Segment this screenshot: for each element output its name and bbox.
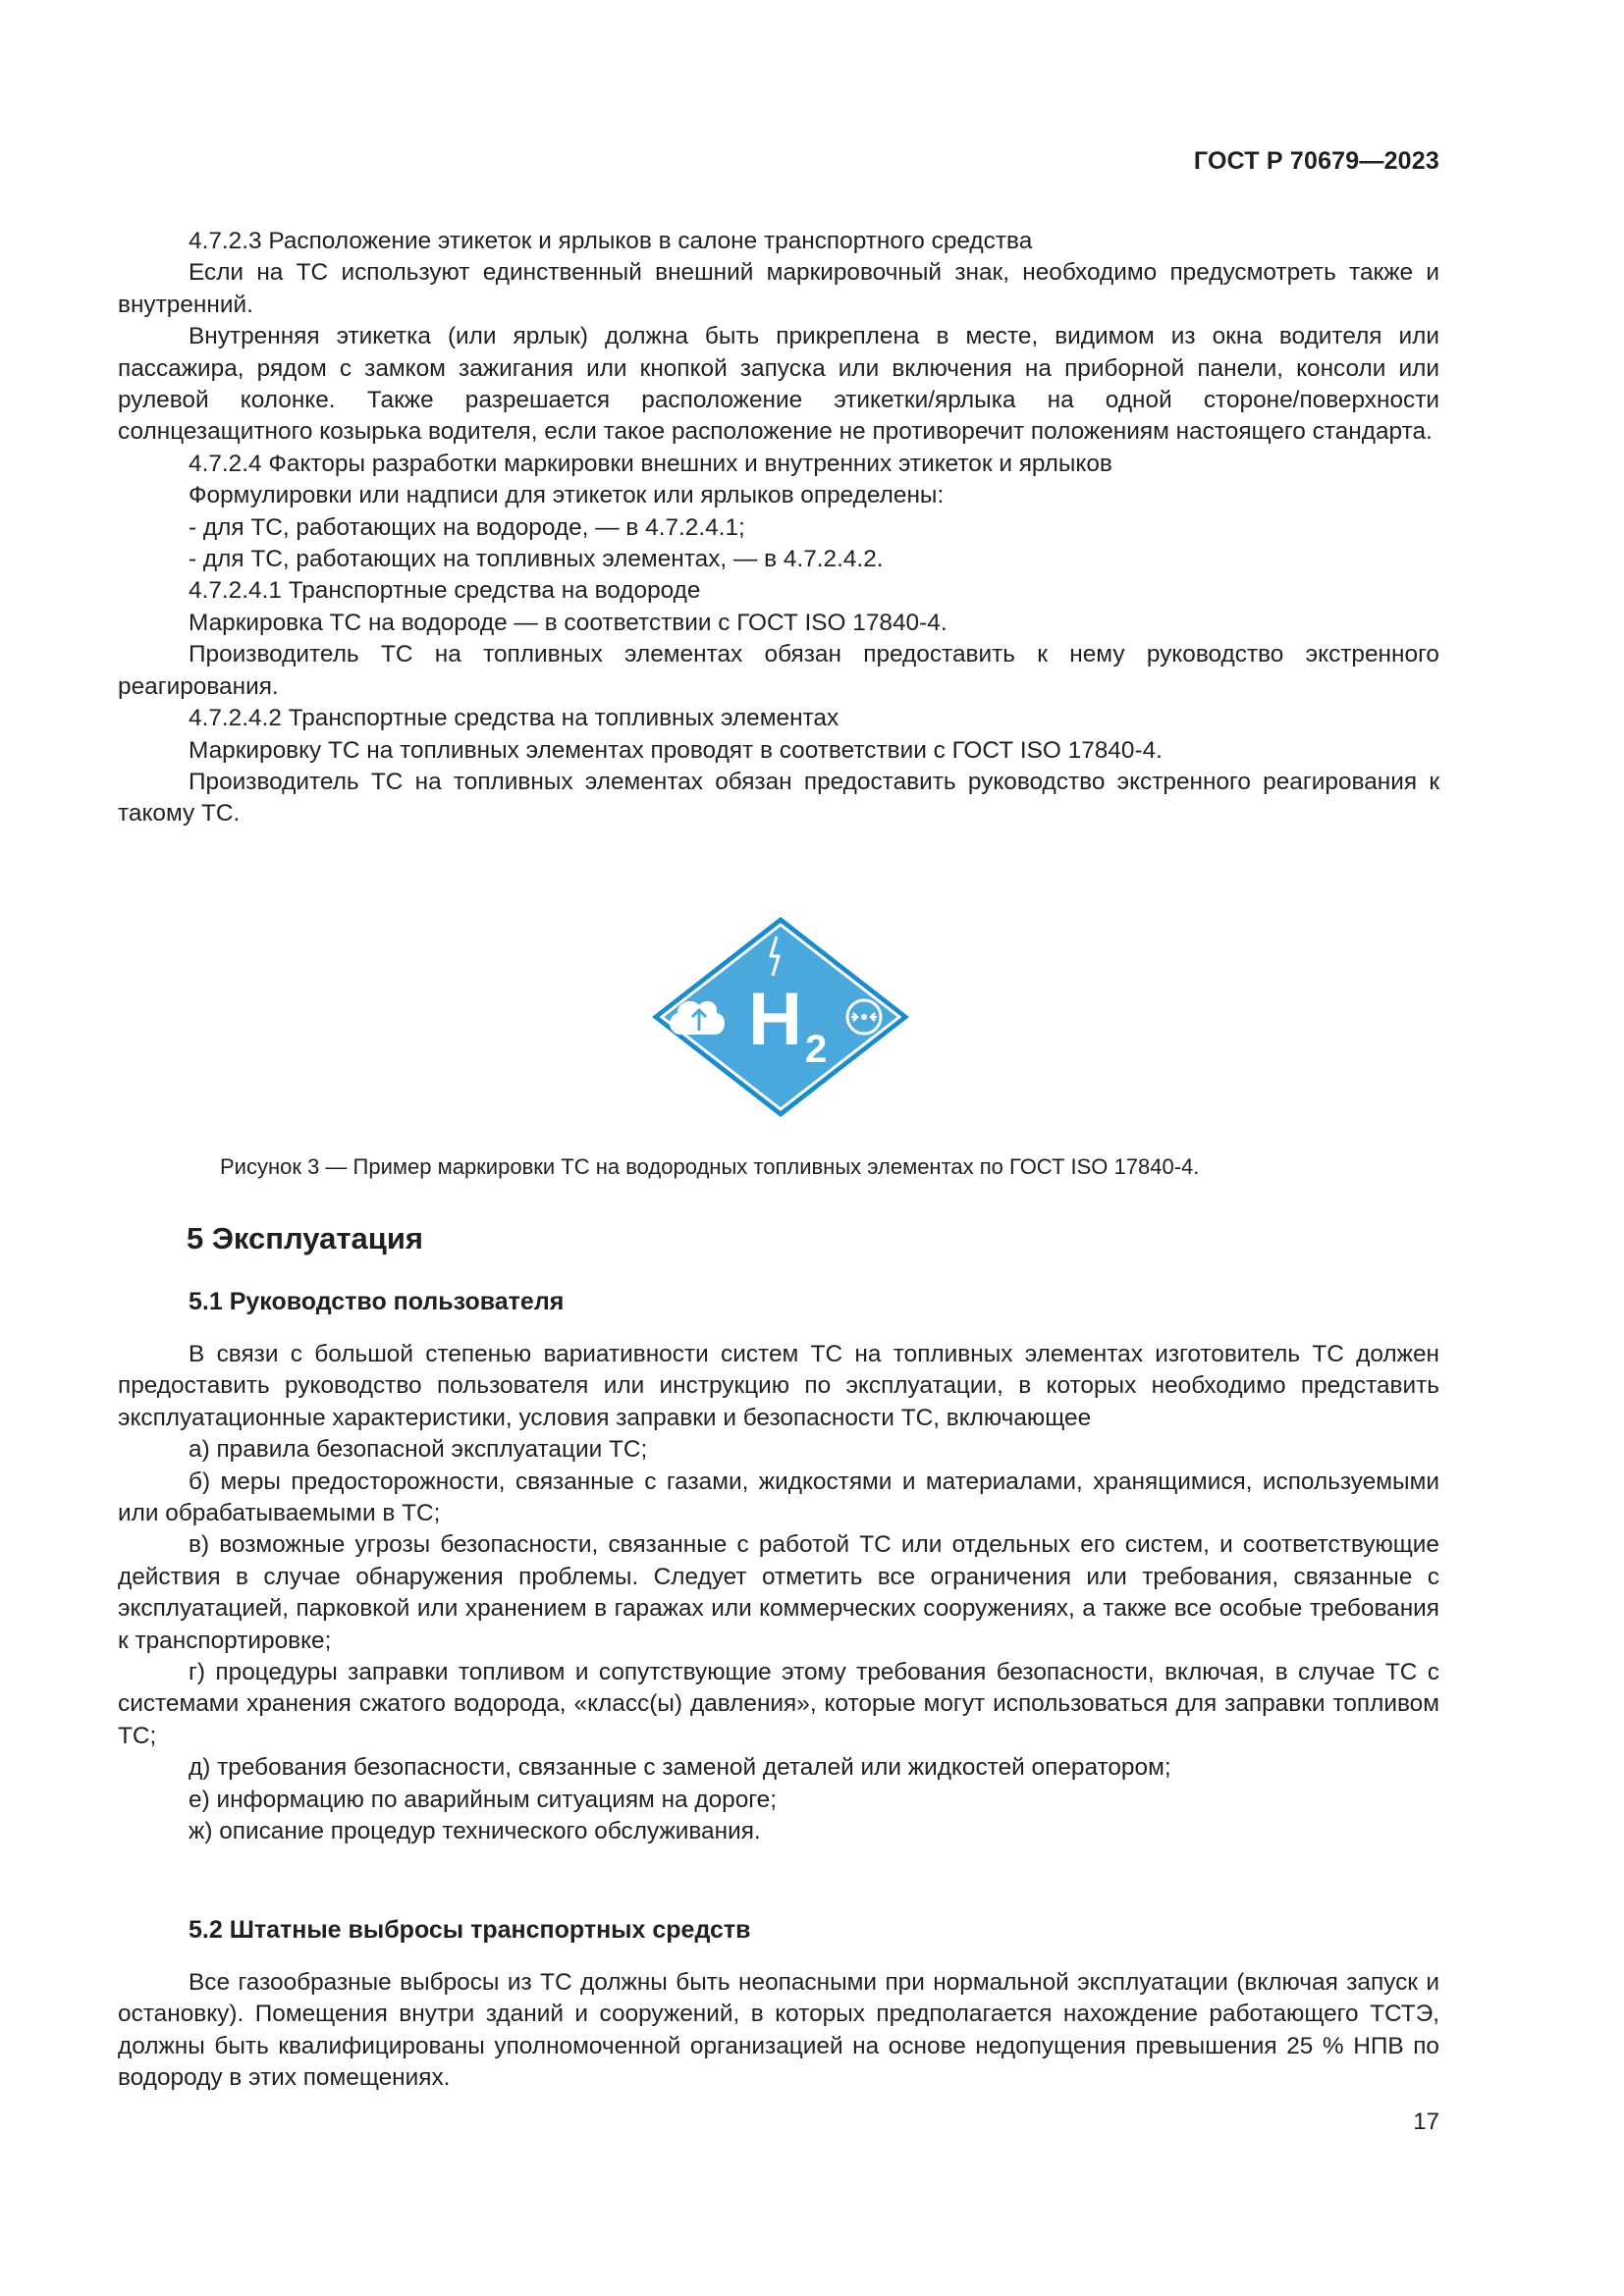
paragraph: Все газообразные выбросы из ТС должны быть неопасными при нормальной эксплуатации (включая запуск и остановку). Помещения внутри зданий и сооружений, в которых предполагается нахождение работающего ТСТЭ, должны быть квалифицированы уполномоченной организацией на основе недопущения превышения 25 % НПВ по водороду в этих помещениях. (118, 1969, 1439, 2092)
clause-4-7-2-4-1-heading: 4.7.2.4.1 Транспортные средства на водороде (189, 577, 701, 605)
paragraph: Формулировки или надписи для этикеток или ярлыков определены: (189, 482, 945, 509)
subsection-5-2-text (118, 1967, 1439, 2095)
gauge-center-dot (861, 1014, 867, 1020)
paragraph: В связи с большой степенью вариативности систем ТС на топливных элементах изготовитель ТС должен предоставить руководство пользователя или инструкцию по эксплуатации, в которых необходимо представить эксплуатационные характеристики, условия заправки и безопасности ТС, включающее (118, 1341, 1439, 1431)
h2-symbol-subscript: 2 (805, 1028, 828, 1071)
paragraph: Производитель ТС на топливных элементах обязан предоставить руководство экстренного реагирования к такому ТС. (118, 768, 1439, 828)
paragraph: Если на ТС используют единственный внешний маркировочный знак, необходимо предусмотреть также и внутренний. (118, 259, 1439, 318)
list-item: ж) описание процедур технического обслуживания. (189, 1818, 761, 1845)
clause-4-7-2-4-2-heading: 4.7.2.4.2 Транспортные средства на топливных элементах (189, 705, 839, 732)
list-item: а) правила безопасной эксплуатации ТС; (189, 1436, 648, 1464)
hydrogen-fuel-cell-label-icon (648, 915, 913, 1121)
figure-3 (0, 915, 1624, 1121)
clause-4-7-2-4-heading: 4.7.2.4 Факторы разработки маркировки внешних и внутренних этикеток и ярлыков (189, 450, 1112, 477)
list-item: д) требования безопасности, связанные с заменой деталей или жидкостей оператором; (189, 1754, 1171, 1782)
subsection-5-1-text (118, 1339, 1439, 1848)
document-code: ГОСТ Р 70679—2023 (1193, 147, 1439, 175)
h2-symbol-letter: H (748, 978, 802, 1061)
list-item: б) меры предосторожности, связанные с газами, жидкостями и материалами, хранящимися, используемыми или обрабатываемыми в ТС; (118, 1468, 1439, 1527)
section-5-title: 5 Эксплуатация (187, 1221, 423, 1255)
paragraph: Внутренняя этикетка (или ярлык) должна быть прикреплена в месте, видимом из окна водителя или пассажира, рядом с замком зажигания или кнопкой запуска или включения на приборной панели, консоли или рулевой колонке. Также разрешается расположение этикетки/ярлыка на одной стороне/поверхности солнцезащитного козырька водителя, если такое расположение не противоречит положениям настоящего стандарта. (118, 323, 1439, 446)
paragraph: Производитель ТС на топливных элементах обязан предоставить к нему руководство экстренного реагирования. (118, 641, 1439, 700)
list-item: - для ТС, работающих на топливных элементах, — в 4.7.2.4.2. (189, 546, 884, 573)
list-item: - для ТС, работающих на водороде, — в 4.7.2.4.1; (189, 513, 745, 541)
subsection-5-2-title: 5.2 Штатные выбросы транспортных средств (189, 1916, 751, 1944)
clause-4-7-2-3-heading: 4.7.2.3 Расположение этикеток и ярлыков в салоне транспортного средства (189, 228, 1033, 254)
list-item: г) процедуры заправки топливом и сопутствующие этому требования безопасности, включая, в случае ТС с системами хранения сжатого водорода, «класс(ы) давления», которые могут использоваться для заправки топливом ТС; (118, 1659, 1439, 1749)
paragraph: Маркировку ТС на топливных элементах проводят в соответствии с ГОСТ ISO 17840-4. (189, 736, 1163, 764)
figure-caption: Рисунок 3 — Пример маркировки ТС на водородных топливных элементах по ГОСТ ISO 17840-4. (220, 1154, 1200, 1179)
list-item: в) возможные угрозы безопасности, связанные с работой ТС или отдельных его систем, и соответствующие действия в случае обнаружения проблемы. Следует отметить все ограничения или требования, связанные с эксплуатацией, парковкой или хранением в гаражах или коммерческих сооружениях, а также все особые требования к транспортировке; (118, 1531, 1439, 1654)
page-number: 17 (1413, 2109, 1439, 2135)
paragraph: Маркировка ТС на водороде — в соответствии с ГОСТ ISO 17840-4. (189, 609, 947, 636)
section-4-text (118, 226, 1439, 830)
subsection-5-1-title: 5.1 Руководство пользователя (189, 1288, 565, 1315)
list-item: е) информацию по аварийным ситуациям на дороге; (189, 1786, 778, 1813)
